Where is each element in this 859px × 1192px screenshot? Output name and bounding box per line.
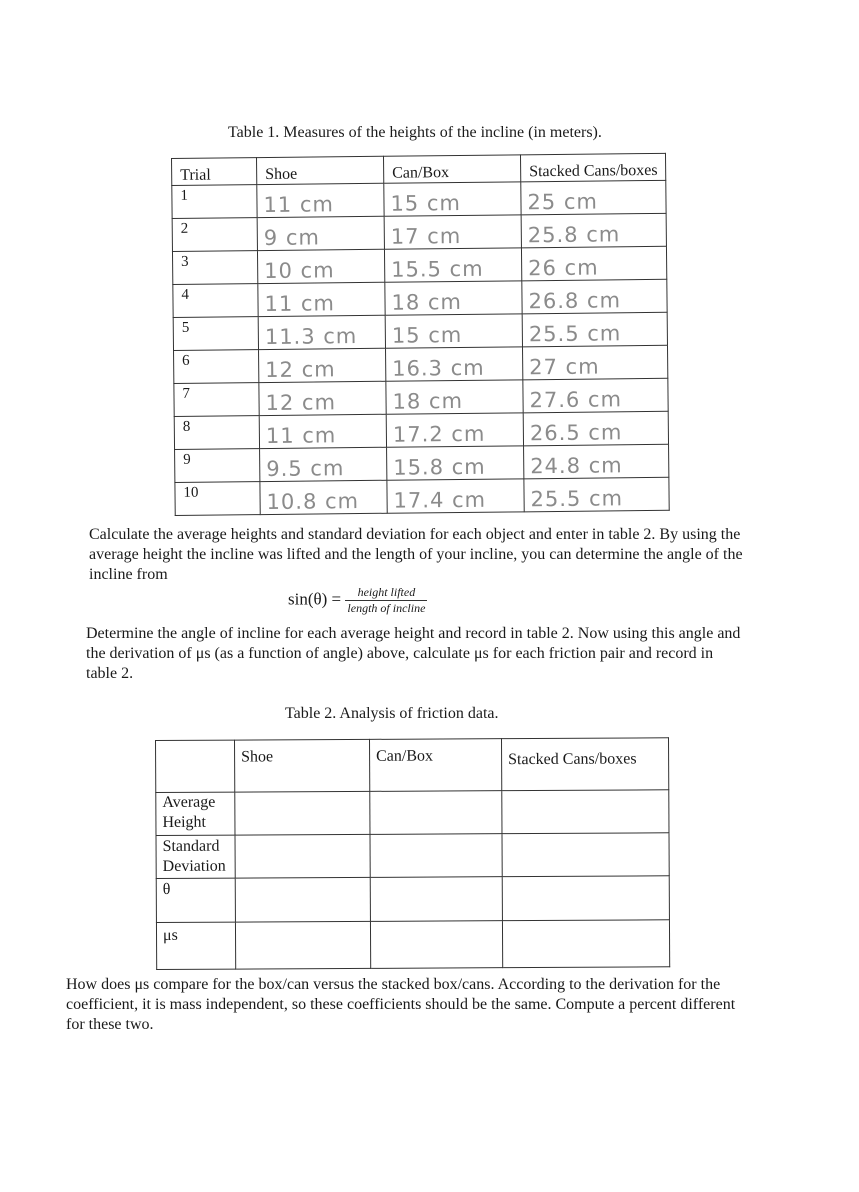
paragraph-3: How does μs compare for the box/can versus the stacked box/cans. According to the derivation for the coefficient, it is mass independent, so these coefficients should be the same. Compute a percent different for these two. — [66, 976, 736, 1033]
table1-header-can: Can/Box — [383, 155, 520, 183]
table1-shoe-cell: 11 cm — [258, 282, 385, 316]
table2-header-row — [156, 738, 669, 793]
table2-cell[interactable] — [370, 834, 502, 878]
table1-trial-cell: 3 — [172, 251, 257, 285]
table2-cell[interactable] — [235, 877, 370, 922]
table1-row — [175, 477, 669, 515]
table2-row-average-height — [156, 790, 669, 836]
table1-shoe-cell: 9.5 cm — [260, 447, 387, 481]
table1 — [171, 153, 670, 516]
table1-trial-cell: 1 — [172, 185, 257, 219]
table2-cell[interactable] — [502, 876, 669, 921]
table1-can-cell: 15.8 cm — [387, 446, 524, 480]
table1-trial-cell: 5 — [173, 317, 258, 351]
table1-can-cell: 15 cm — [385, 314, 522, 348]
table1-trial-cell: 6 — [174, 350, 259, 384]
table2-row-mus — [156, 920, 669, 970]
table1-row — [172, 180, 666, 218]
table2-label-mus: μs — [156, 922, 235, 969]
table1-row — [172, 213, 666, 251]
table1-can-cell: 17.4 cm — [387, 479, 524, 513]
table1-row — [173, 312, 667, 350]
table1-header-trial: Trial — [172, 158, 257, 186]
table1-can-cell: 17 cm — [384, 215, 521, 249]
table2-caption: Table 2. Analysis of friction data. — [285, 705, 499, 722]
table1-trial-cell: 7 — [174, 383, 259, 417]
table1-shoe-cell: 11 cm — [257, 183, 384, 217]
table2-cell[interactable] — [502, 833, 669, 877]
table1-header-stacked: Stacked Cans/boxes — [520, 153, 665, 182]
table1-header-shoe: Shoe — [257, 156, 384, 184]
table1-can-cell: 17.2 cm — [386, 413, 523, 447]
table2 — [155, 737, 670, 970]
formula-lhs: sin(θ) = — [288, 589, 342, 609]
table2-header-stacked: Stacked Cans/boxes — [501, 738, 668, 791]
table1-row — [173, 279, 667, 317]
table1-shoe-cell: 12 cm — [259, 348, 386, 382]
table2-cell[interactable] — [502, 920, 669, 968]
table1-stacked-cell: 25.5 cm — [522, 312, 667, 347]
table2-cell[interactable] — [235, 791, 370, 835]
table1-can-cell: 15.5 cm — [384, 248, 521, 282]
table2-label-average-height: Average Height — [156, 792, 235, 835]
table1-stacked-cell: 24.8 cm — [524, 444, 669, 479]
table1-stacked-cell: 27.6 cm — [523, 378, 668, 413]
table1-trial-cell: 2 — [172, 218, 257, 252]
table1-stacked-cell: 25.5 cm — [524, 477, 669, 512]
table1-stacked-cell: 25 cm — [521, 180, 666, 215]
table2-header-blank — [156, 740, 235, 792]
table2-row-standard-deviation — [156, 833, 669, 879]
paragraph-2: Determine the angle of incline for each average height and record in table 2. Now using this angle and the derivation of μs (as a function of angle) above, calculate μs for each friction pair and record in table 2. — [86, 625, 741, 682]
table2-cell[interactable] — [502, 790, 669, 834]
table1-can-cell: 16.3 cm — [386, 347, 523, 381]
table1-caption: Table 1. Measures of the heights of the incline (in meters). — [228, 124, 602, 141]
table1-can-cell: 15 cm — [384, 182, 521, 216]
table2-cell[interactable] — [370, 877, 502, 922]
table1-trial-cell: 4 — [173, 284, 258, 318]
table1-shoe-cell: 10.8 cm — [260, 480, 387, 514]
table1-trial-cell: 8 — [174, 416, 259, 450]
table1-trial-cell: 9 — [175, 449, 260, 483]
table1-shoe-cell: 9 cm — [257, 216, 384, 250]
table1-stacked-cell: 25.8 cm — [521, 213, 666, 248]
table1-shoe-cell: 11 cm — [259, 414, 386, 448]
table1-shoe-cell: 11.3 cm — [258, 315, 385, 349]
table2-row-theta — [156, 876, 669, 923]
table1-row — [172, 246, 666, 284]
table2-cell[interactable] — [370, 791, 502, 835]
table1-stacked-cell: 27 cm — [522, 345, 667, 380]
table2-header-can: Can/Box — [369, 739, 501, 792]
table1-stacked-cell: 26.5 cm — [523, 411, 668, 446]
formula-denominator: length of incline — [347, 601, 426, 615]
table1-row — [174, 378, 668, 416]
table1-can-cell: 18 cm — [385, 281, 522, 315]
table2-header-shoe: Shoe — [235, 739, 370, 792]
paragraph-1: Calculate the average heights and standard deviation for each object and enter in table 2. By using the average height the incline was lifted and the length of your incline, you can determine the angle of the incline from — [89, 526, 743, 583]
formula-numerator: height lifted — [345, 585, 427, 601]
table1-row — [174, 411, 668, 449]
table2-cell[interactable] — [370, 921, 502, 969]
sine-formula — [288, 585, 427, 616]
table2-label-standard-deviation: Standard Deviation — [156, 835, 235, 878]
table1-stacked-cell: 26 cm — [521, 246, 666, 281]
table1-shoe-cell: 12 cm — [259, 381, 386, 415]
table2-cell[interactable] — [235, 921, 370, 969]
table1-can-cell: 18 cm — [386, 380, 523, 414]
table1-row — [174, 345, 668, 383]
formula-fraction — [345, 585, 427, 616]
table2-label-theta: θ — [156, 878, 235, 922]
table1-trial-cell: 10 — [175, 482, 260, 516]
table1-shoe-cell: 10 cm — [257, 249, 384, 283]
table2-cell[interactable] — [235, 834, 370, 878]
table1-row — [175, 444, 669, 482]
table1-stacked-cell: 26.8 cm — [522, 279, 667, 314]
